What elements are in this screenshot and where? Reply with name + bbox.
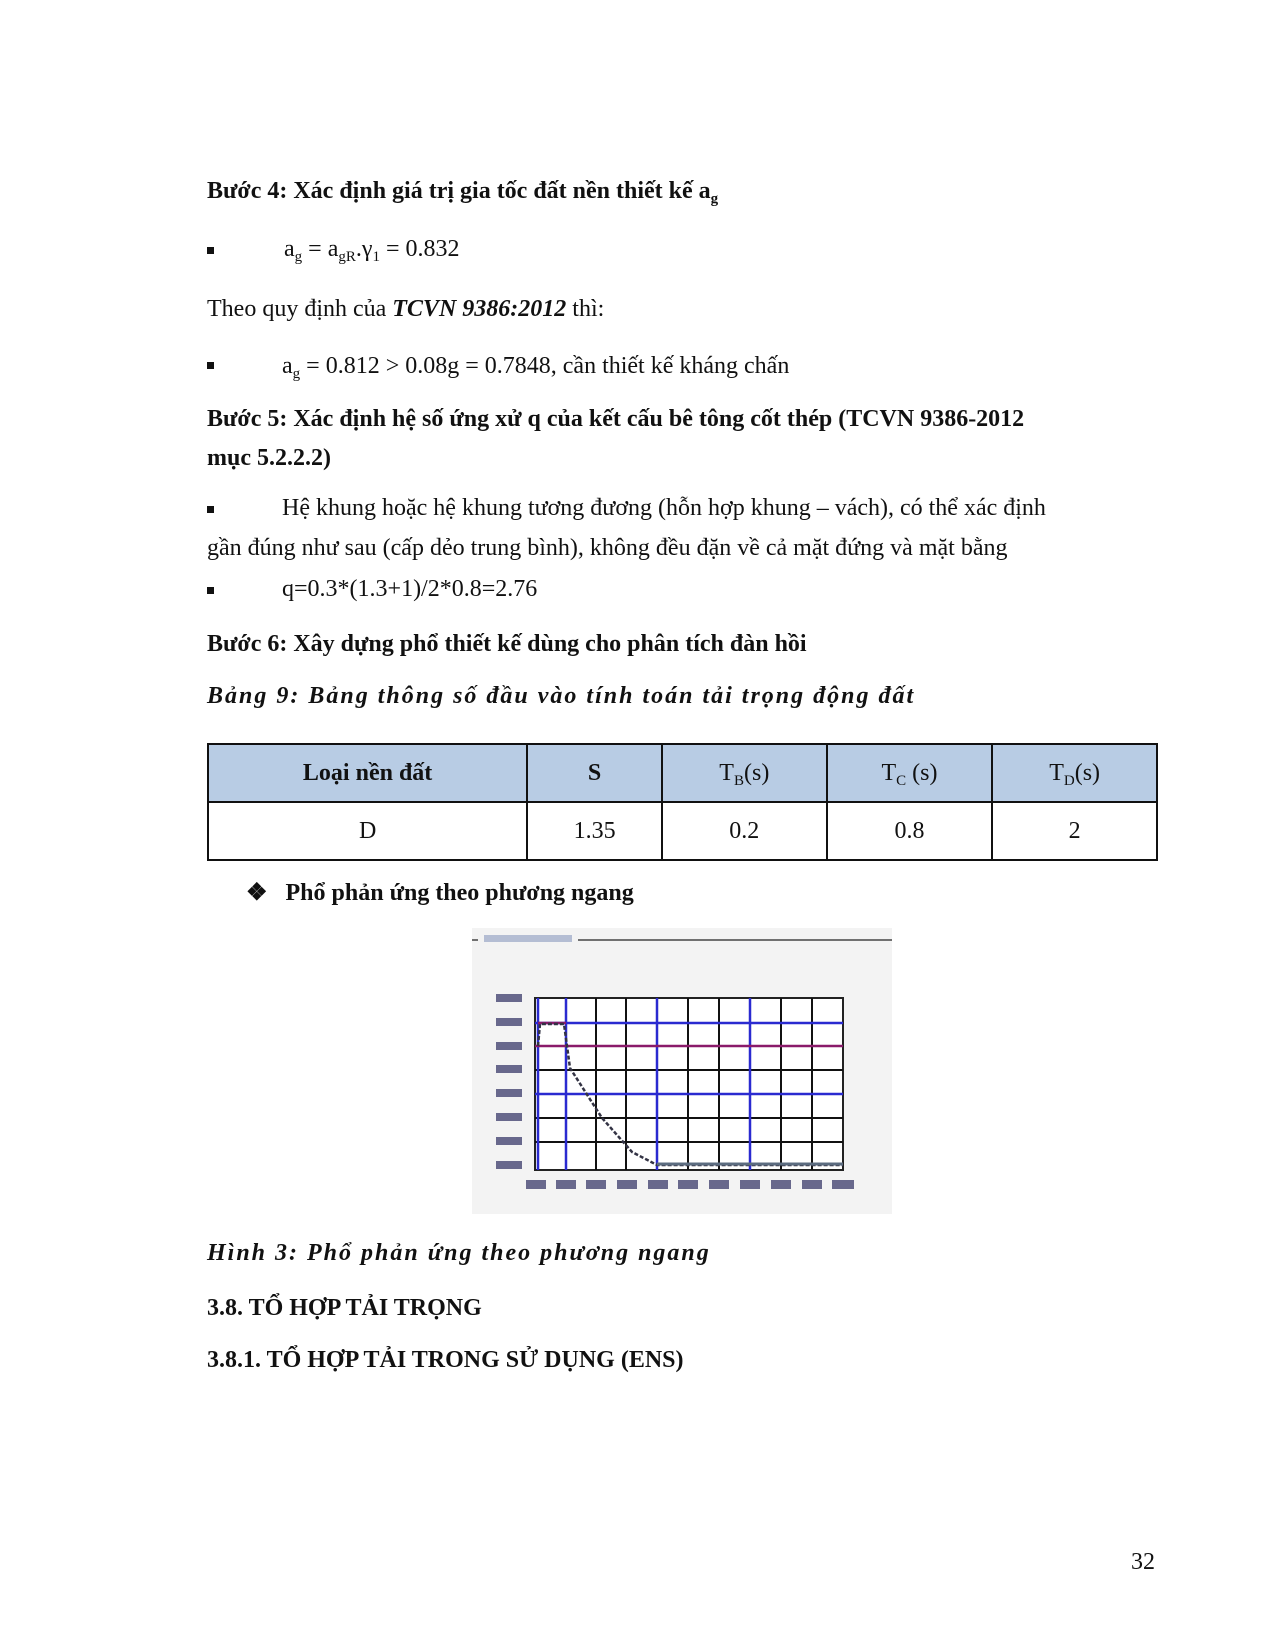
header-td: $T_D(s)$ [992, 744, 1157, 802]
spectrum-figure [472, 928, 892, 1214]
section-3-8-1-heading: 3.8.1. TỔ HỢP TẢI TRONG SỬ DỤNG (ENS) [207, 1347, 684, 1373]
figure-caption: Hình 3: Phổ phản ứng theo phương ngang [207, 1240, 711, 1266]
header-soil-type: Loại nền đất [208, 744, 527, 802]
spectrum-section-heading: ❖ Phổ phản ứng theo phương ngang [246, 880, 634, 906]
bullet-marker [207, 247, 214, 254]
step6-heading: Bước 6: Xây dựng phổ thiết kế dùng cho phân tích đàn hồi [207, 631, 807, 657]
bullet-marker [207, 506, 214, 513]
page-number: 32 [1131, 1549, 1155, 1575]
ag-check: $a_g = 0.812 > 0.08g = 0.7848$, cần thiết kế kháng chấn [282, 353, 790, 382]
header-tb: $T_B(s)$ [662, 744, 827, 802]
cell-tb: 0.2 [662, 802, 827, 860]
bullet-marker [207, 587, 214, 594]
header-tc: $T_C$ (s) [827, 744, 993, 802]
cell-tc: 0.8 [827, 802, 993, 860]
seismic-parameters-table [207, 743, 1158, 861]
frame-system-text-line1: Hệ khung hoặc hệ khung tương đương (hỗn hợp khung – vách), có thể xác định [282, 495, 1046, 521]
regulation-line: Theo quy định của TCVN 9386:2012 thì: [207, 296, 605, 322]
step5-heading-line1: Bước 5: Xác định hệ số ứng xử q của kết cấu bê tông cốt thép (TCVN 9386-2012 [207, 406, 1025, 432]
step5-heading-line2: mục 5.2.2.2) [207, 445, 331, 471]
cell-soil-type: D [208, 802, 527, 860]
bullet-marker [207, 362, 214, 369]
step4-heading: Bước 4: Xác định giá trị gia tốc đất nền thiết kế $a_g$ [207, 178, 719, 207]
header-s: S [527, 744, 662, 802]
frame-system-text-line2: gần đúng như sau (cấp dẻo trung bình), không đều đặn về cả mặt đứng và mặt bằng [207, 535, 1008, 561]
table-header-row [208, 744, 1157, 802]
ag-formula: $a_g = a_{gR}.\gamma_1 = 0.832$ [284, 236, 460, 265]
cell-s: 1.35 [527, 802, 662, 860]
diamond-bullet-icon: ❖ [246, 880, 268, 906]
section-3-8-heading: 3.8. TỔ HỢP TẢI TRỌNG [207, 1295, 482, 1321]
table-caption: Bảng 9: Bảng thông số đầu vào tính toán tải trọng động đất [207, 683, 916, 709]
table-row [208, 802, 1157, 860]
q-formula: q=0.3*(1.3+1)/2*0.8=2.76 [282, 576, 538, 602]
spectrum-plot-image [472, 928, 892, 1214]
cell-td: 2 [992, 802, 1157, 860]
